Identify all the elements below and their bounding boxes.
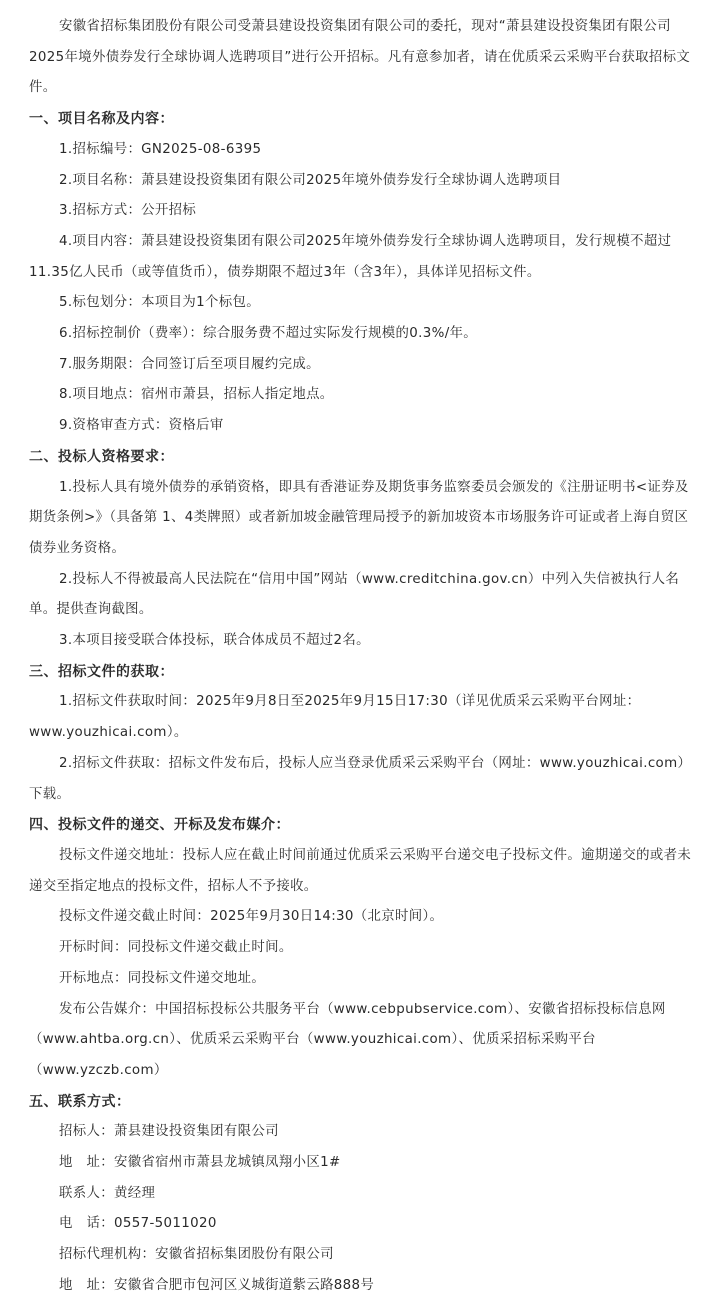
project-item-price-cap: 6.招标控制价（费率）：综合服务费不超过实际发行规模的0.3%/年。 xyxy=(59,326,478,342)
section-submission-title: 四、投标文件的递交、开标及发布媒介： xyxy=(29,817,290,834)
project-item-location: 8.项目地点：宿州市萧县，招标人指定地点。 xyxy=(59,387,334,403)
project-item-review: 9.资格审查方式：资格后审 xyxy=(59,418,224,434)
qualification-item-credit: 2.投标人不得被最高人民法院在“信用中国”网站（www.creditchina.gov.cn）中列入失信被执行人名单。提供查询截图。 xyxy=(29,571,680,618)
documents-item-download: 2.招标文件获取：招标文件发布后，投标人应当登录优质采云采购平台（网址：www.youzhicai.com）下载。 xyxy=(29,755,692,802)
project-item-name: 2.项目名称：萧县建设投资集团有限公司2025年境外债券发行全球协调人选聘项目 xyxy=(59,172,562,188)
contact-agency-address: 地 址：安徽省合肥市包河区义城街道紫云路888号 xyxy=(59,1277,375,1293)
qualification-item-consortium: 3.本项目接受联合体投标，联合体成员不超过2名。 xyxy=(59,633,370,649)
project-item-service-period: 7.服务期限：合同签订后至项目履约完成。 xyxy=(59,356,320,372)
section-qualification-title: 二、投标人资格要求： xyxy=(29,448,174,465)
project-item-lots: 5.标包划分：本项目为1个标包。 xyxy=(59,295,260,311)
contact-agency: 招标代理机构：安徽省招标集团股份有限公司 xyxy=(59,1247,334,1263)
contact-phone: 电 话：0557-5011020 xyxy=(59,1216,217,1232)
submission-item-opening-time: 开标时间：同投标文件递交截止时间。 xyxy=(59,940,293,956)
submission-item-address: 投标文件递交地址：投标人应在截止时间前通过优质采云采购平台递交电子投标文件。逾期递交的或者未递交至指定地点的投标文件，招标人不予接收。 xyxy=(29,847,692,894)
intro-paragraph: 安徽省招标集团股份有限公司受萧县建设投资集团有限公司的委托，现对“萧县建设投资集团有限公司2025年境外债券发行全球协调人选聘项目”进行公开招标。凡有意参加者，请在优质采云采购平台获取招标文件。 xyxy=(29,19,691,96)
project-item-method: 3.招标方式：公开招标 xyxy=(59,203,197,219)
section-contact-title: 五、联系方式： xyxy=(29,1093,131,1110)
submission-item-media: 发布公告媒介：中国招标投标公共服务平台（www.cebpubservice.com）、安徽省招标投标信息网（www.ahtba.org.cn）、优质采云采购平台（www.youzhicai.com）、优质采招标采购平台（www.yzczb.com） xyxy=(29,1001,666,1078)
contact-person: 联系人：黄经理 xyxy=(59,1185,156,1201)
project-item-number: 1.招标编号：GN2025-08-6395 xyxy=(59,141,262,157)
qualification-item-license: 1.投标人具有境外债券的承销资格，即具有香港证券及期货事务监察委员会颁发的《注册证明书<证券及期货条例>》（具备第 1、4类牌照）或者新加坡金融管理局授予的新加坡资本市场服务许可证或者上海自贸区债券业务资格。 xyxy=(29,479,689,556)
section-documents-title: 三、招标文件的获取： xyxy=(29,663,174,680)
submission-item-opening-place: 开标地点：同投标文件递交地址。 xyxy=(59,970,266,986)
project-item-content: 4.项目内容：萧县建设投资集团有限公司2025年境外债券发行全球协调人选聘项目，发行规模不超过11.35亿人民币（或等值货币），债券期限不超过3年（含3年），具体详见招标文件。 xyxy=(29,233,672,280)
section-project-title: 一、项目名称及内容： xyxy=(29,111,174,128)
contact-tenderer: 招标人：萧县建设投资集团有限公司 xyxy=(59,1124,279,1140)
documents-item-time: 1.招标文件获取时间：2025年9月8日至2025年9月15日17:30（详见优质采云采购平台网址：www.youzhicai.com）。 xyxy=(29,694,641,741)
submission-item-deadline: 投标文件递交截止时间：2025年9月30日14:30（北京时间）。 xyxy=(59,909,444,925)
contact-tenderer-address: 地 址：安徽省宿州市萧县龙城镇凤翔小区1# xyxy=(59,1155,341,1171)
